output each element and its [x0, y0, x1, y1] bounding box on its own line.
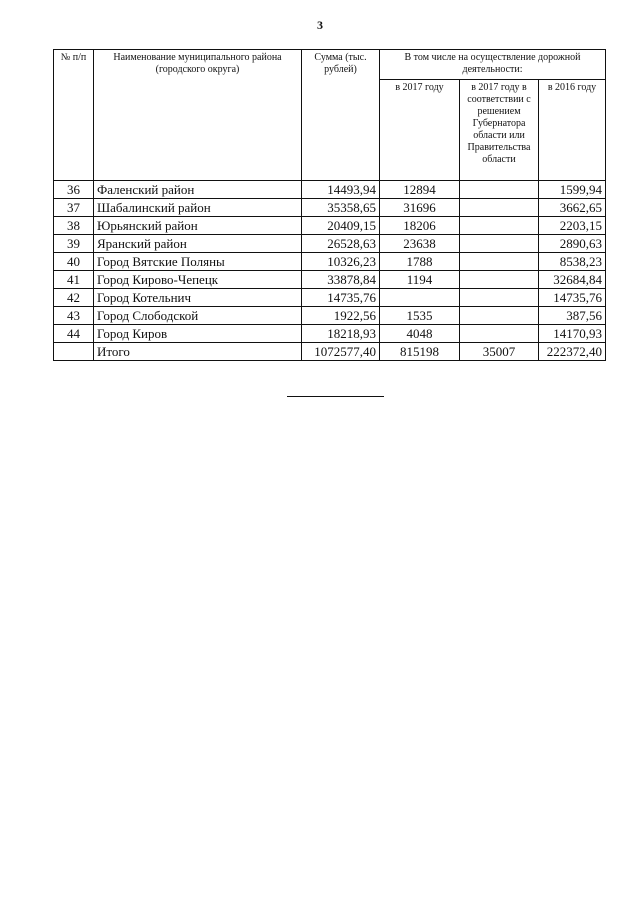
table-row [54, 289, 606, 307]
cell-name: Город Кирово-Чепецк [94, 271, 302, 289]
table-row [54, 181, 606, 199]
table-row [54, 325, 606, 343]
total-2017: 815198 [380, 343, 460, 361]
table-row [54, 199, 606, 217]
header-2017-gov: в 2017 году в соответствии с решением Губернатора области или Правительства области [460, 80, 539, 181]
cell-2016: 14170,93 [539, 325, 606, 343]
table-header-row [54, 50, 606, 80]
table-row [54, 253, 606, 271]
cell-2016: 1599,94 [539, 181, 606, 199]
cell-2017: 31696 [380, 199, 460, 217]
cell-2016: 32684,84 [539, 271, 606, 289]
cell-num: 39 [54, 235, 94, 253]
cell-2016: 2203,15 [539, 217, 606, 235]
cell-name: Юрьянский район [94, 217, 302, 235]
cell-num: 42 [54, 289, 94, 307]
cell-sum: 10326,23 [302, 253, 380, 271]
cell-num: 43 [54, 307, 94, 325]
cell-2017: 4048 [380, 325, 460, 343]
cell-name: Город Киров [94, 325, 302, 343]
table-row [54, 217, 606, 235]
cell-2017-gov [460, 289, 539, 307]
cell-2016: 387,56 [539, 307, 606, 325]
table-row [54, 307, 606, 325]
cell-sum: 14735,76 [302, 289, 380, 307]
cell-sum: 14493,94 [302, 181, 380, 199]
header-name: Наименование муниципального района (городского округа) [94, 50, 302, 181]
total-sum: 1072577,40 [302, 343, 380, 361]
header-sum: Сумма (тыс. рублей) [302, 50, 380, 181]
cell-num: 44 [54, 325, 94, 343]
cell-num: 36 [54, 181, 94, 199]
cell-2016: 2890,63 [539, 235, 606, 253]
cell-2016: 14735,76 [539, 289, 606, 307]
roads-funding-table [53, 49, 606, 361]
end-separator-line [287, 396, 384, 397]
total-2017-gov: 35007 [460, 343, 539, 361]
cell-num: 41 [54, 271, 94, 289]
page-number: 3 [317, 18, 323, 32]
table-row [54, 271, 606, 289]
cell-sum: 35358,65 [302, 199, 380, 217]
table-row [54, 235, 606, 253]
cell-sum: 26528,63 [302, 235, 380, 253]
cell-2017: 18206 [380, 217, 460, 235]
cell-2017-gov [460, 325, 539, 343]
cell-2016: 3662,65 [539, 199, 606, 217]
cell-2016: 8538,23 [539, 253, 606, 271]
total-row [54, 343, 606, 361]
cell-name: Шабалинский район [94, 199, 302, 217]
cell-num: 40 [54, 253, 94, 271]
cell-name: Город Котельнич [94, 289, 302, 307]
cell-2017-gov [460, 199, 539, 217]
cell-2017-gov [460, 253, 539, 271]
header-num: № п/п [54, 50, 94, 181]
cell-2017: 23638 [380, 235, 460, 253]
total-label: Итого [94, 343, 302, 361]
cell-2017-gov [460, 271, 539, 289]
cell-sum: 18218,93 [302, 325, 380, 343]
header-2016: в 2016 году [539, 80, 606, 181]
cell-name: Город Слободской [94, 307, 302, 325]
cell-2017 [380, 289, 460, 307]
cell-sum: 33878,84 [302, 271, 380, 289]
cell-2017-gov [460, 235, 539, 253]
cell-name: Фаленский район [94, 181, 302, 199]
header-2017: в 2017 году [380, 80, 460, 181]
cell-2017: 1788 [380, 253, 460, 271]
cell-num: 37 [54, 199, 94, 217]
cell-2017: 12894 [380, 181, 460, 199]
cell-2017-gov [460, 217, 539, 235]
cell-2017: 1194 [380, 271, 460, 289]
cell-name: Яранский район [94, 235, 302, 253]
cell-sum: 20409,15 [302, 217, 380, 235]
cell-name: Город Вятские Поляны [94, 253, 302, 271]
cell-sum: 1922,56 [302, 307, 380, 325]
cell-2017: 1535 [380, 307, 460, 325]
total-2016: 222372,40 [539, 343, 606, 361]
cell-num: 38 [54, 217, 94, 235]
cell-2017-gov [460, 307, 539, 325]
cell-2017-gov [460, 181, 539, 199]
header-group: В том числе на осуществление дорожной деятельности: [380, 50, 606, 80]
total-num [54, 343, 94, 361]
